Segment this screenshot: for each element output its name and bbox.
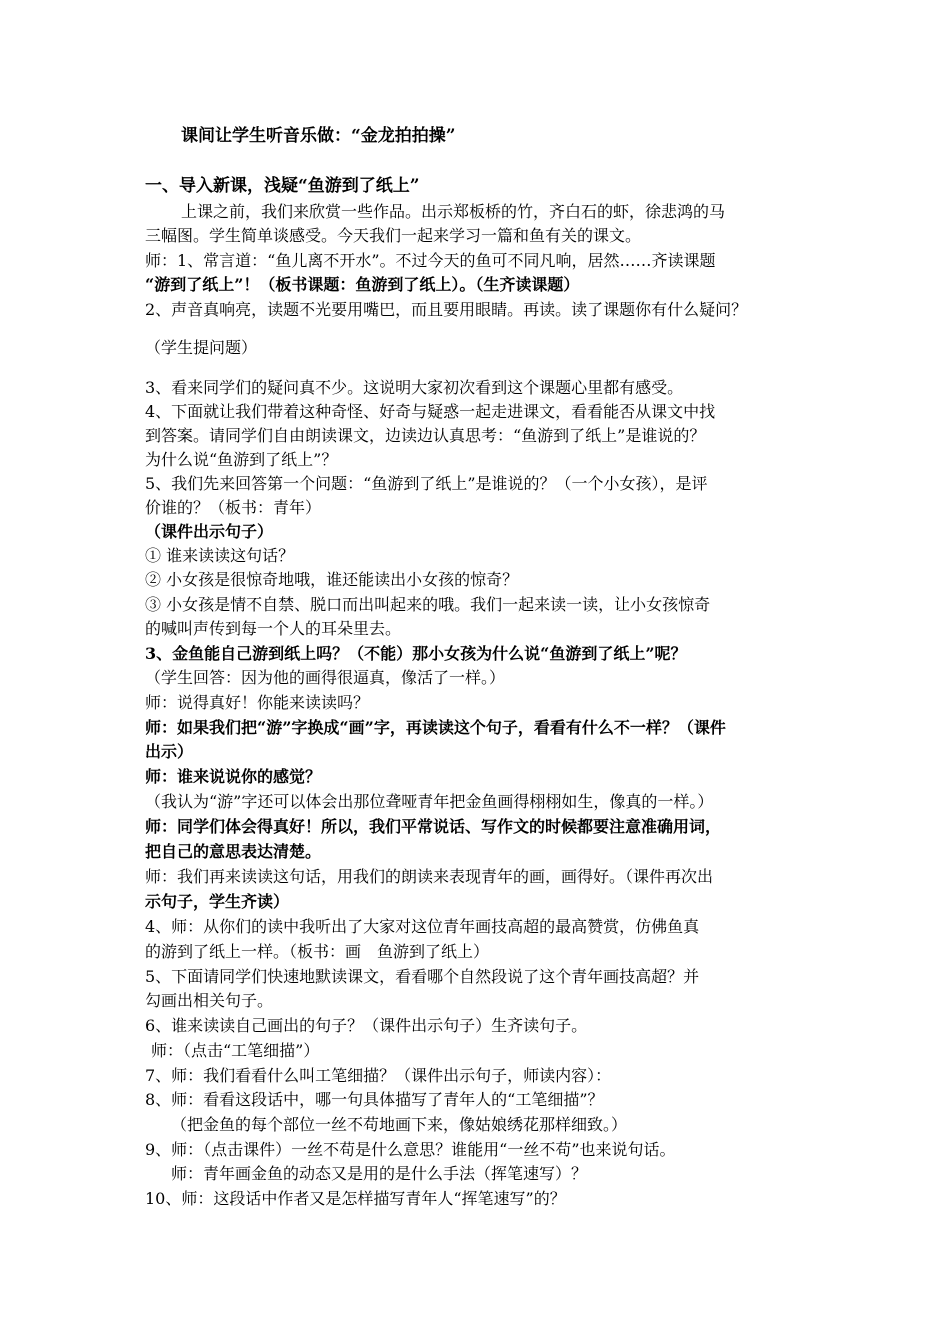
paragraph-line: 8、师：看看这段话中，哪一句具体描写了青年人的“工笔细描”？ [145, 1090, 604, 1109]
paragraph-line: 师：1、常言道：“鱼儿离不开水”。不过今天的鱼可不同凡响，居然……齐读课题 [145, 251, 716, 270]
paragraph-line: 上课之前，我们来欣赏一些作品。出示郑板桥的竹，齐白石的虾，徐悲鸿的马 [181, 202, 726, 221]
paragraph-line: 把自己的意思表达清楚。 [145, 842, 322, 861]
paragraph-line: 10、师：这段话中作者又是怎样描写青年人“挥笔速写”的？ [145, 1189, 566, 1208]
section-heading-1: 一、导入新课，浅疑“鱼游到了纸上” [145, 176, 420, 196]
paragraph-line: 9、师：（点击课件）一丝不苟是什么意思？谁能用“一丝不苟”也来说句话。 [145, 1140, 676, 1159]
paragraph-line: 的喊叫声传到每一个人的耳朵里去。 [145, 619, 402, 638]
paragraph-line: “游到了纸上”！（板书课题：鱼游到了纸上）。（生齐读课题） [145, 275, 580, 294]
paragraph-line: 3、金鱼能自己游到纸上吗？（不能）那小女孩为什么说“鱼游到了纸上”呢？ [145, 644, 687, 663]
paragraph-line: 的游到了纸上一样。（板书：画 鱼游到了纸上） [145, 942, 490, 961]
paragraph-line: （把金鱼的每个部位一丝不苟地画下来，像姑娘绣花那样细致。） [171, 1115, 628, 1134]
paragraph-line: 4、下面就让我们带着这种奇怪、好奇与疑惑一起走进课文，看看能否从课文中找 [145, 402, 716, 421]
paragraph-line: 6、谁来读读自己画出的句子？（课件出示句子）生齐读句子。 [145, 1016, 588, 1035]
paragraph-line: 4、师：从你们的读中我听出了大家对这位青年画技高超的最高赞赏，仿佛鱼真 [145, 917, 700, 936]
paragraph-line: 三幅图。学生简单谈感受。今天我们一起来学习一篇和鱼有关的课文。 [145, 226, 642, 245]
list-item: ③ 小女孩是情不自禁、脱口而出叫起来的哦。我们一起来读一读，让小女孩惊奇 [145, 595, 711, 614]
paragraph-line: （学生提问题） [145, 338, 258, 357]
paragraph-line: （学生回答：因为他的画得很逼真，像活了一样。） [145, 668, 506, 687]
intro-note: 课间让学生听音乐做：“金龙拍拍操” [181, 126, 456, 146]
paragraph-line: 师：说得真好！你能来读读吗？ [145, 693, 370, 712]
paragraph-line: 师：如果我们把“游”字换成“画”字，再读读这个句子，看看有什么不一样？（课件 [145, 718, 726, 737]
paragraph-line: 价谁的？（板书：青年） [145, 498, 322, 517]
paragraph-line: （课件出示句子） [145, 522, 274, 541]
paragraph-line: （我认为“游”字还可以体会出那位聋哑青年把金鱼画得栩栩如生，像真的一样。） [145, 792, 714, 811]
paragraph-line: 出示） [145, 742, 194, 761]
paragraph-line: 师：（点击“工笔细描”） [151, 1041, 320, 1060]
paragraph-line: 7、师：我们看看什么叫工笔细描？（课件出示句子，师读内容）： [145, 1066, 612, 1085]
paragraph-line: 示句子，学生齐读） [145, 892, 290, 911]
paragraph-line: 到答案。请同学们自由朗读课文，边读边认真思考：“鱼游到了纸上”是谁说的？ [145, 426, 706, 445]
paragraph-line: 2、声音真响亮，读题不光要用嘴巴，而且要用眼睛。再读。读了课题你有什么疑问？ [145, 300, 748, 319]
paragraph-line: 师：谁来说说你的感觉？ [145, 767, 322, 786]
list-item: ② 小女孩是很惊奇地哦，谁还能读出小女孩的惊奇？ [145, 570, 519, 589]
paragraph-line: 3、看来同学们的疑问真不少。这说明大家初次看到这个课题心里都有感受。 [145, 378, 684, 397]
paragraph-line: 师：同学们体会得真好！所以，我们平常说话、写作文的时候都要注意准确用词， [145, 817, 722, 836]
paragraph-line: 师：我们再来读读这句话，用我们的朗读来表现青年的画，画得好。（课件再次出 [145, 867, 714, 886]
paragraph-line: 为什么说“鱼游到了纸上”？ [145, 450, 338, 469]
list-item: ① 谁来读读这句话？ [145, 546, 295, 565]
paragraph-line: 5、我们先来回答第一个问题：“鱼游到了纸上”是谁说的？（一个小女孩），是评 [145, 474, 708, 493]
paragraph-line: 勾画出相关句子。 [145, 991, 274, 1010]
paragraph-line: 师：青年画金鱼的动态又是用的是什么手法（挥笔速写）？ [171, 1164, 588, 1183]
paragraph-line: 5、下面请同学们快速地默读课文，看看哪个自然段说了这个青年画技高超？并 [145, 967, 700, 986]
